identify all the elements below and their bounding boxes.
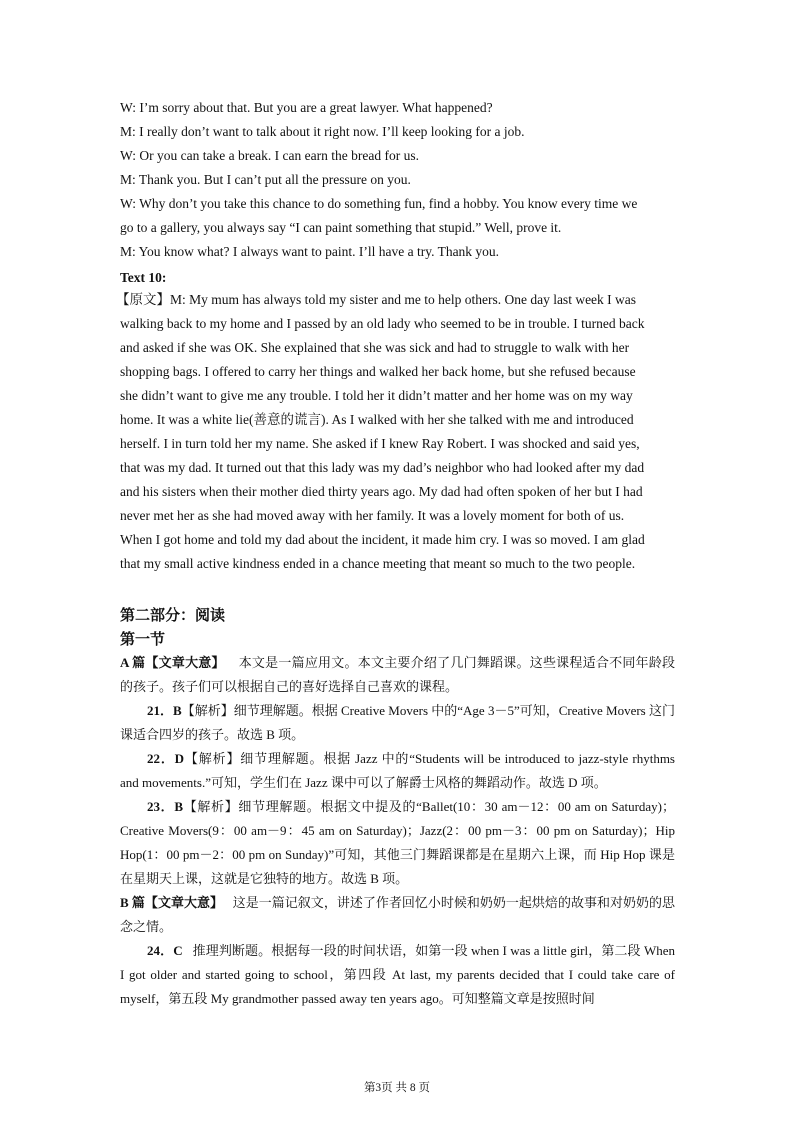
q23-answer [120, 795, 675, 891]
text10-line: and his sisters when their mother died thirty years ago. My dad had often spoken of her but I had [120, 484, 643, 499]
q24-answer [120, 939, 675, 1011]
text10-line: never met her as she had moved away with her family. It was a lovely moment for both of us. [120, 508, 625, 523]
text10-line: When I got home and told my dad about the incident, it made him cry. I was so moved. I am glad [120, 532, 645, 547]
text10-line: walking back to my home and I passed by an old lady who seemed to be in trouble. I turned back [120, 316, 645, 331]
q21-answer [120, 699, 675, 747]
text10-line: that my small active kindness ended in a chance meeting that meant so much to the two people. [120, 556, 636, 571]
dialogue-line: W: I’m sorry about that. But you are a great lawyer. What happened? [120, 100, 493, 115]
dialogue-line: W: Why don’t you take this chance to do something fun, find a hobby. You know every time we [120, 196, 638, 211]
q21-text: 【解析】细节理解题。根据 Creative Movers 中的“Age 3－5”可知，Creative Movers 这门课适合四岁的孩子。故选 B 项。 [120, 703, 676, 742]
text10-line: 【原文】M: My mum has always told my sister and me to help others. One day last week I was [116, 292, 637, 307]
q23-text: 【解析】细节理解题。根据文中提及的“Ballet(10：30 am－12：00 am on Saturday)；Creative Movers(9：00 am－9：45 am on Saturday)；Jazz(2：00 pm－3：00 pm on Saturday)；Hip Hop(1：00 pm－2：00 pm on Sunday)”可知，其他三门舞蹈课都是在星期六上课，而 Hip Hop 课是在星期天上课，这就是它独特的地方。故选 B 项。 [120, 799, 676, 886]
dialogue-line: go to a gallery, you always say “I can paint something that stupid.” Well, prove it. [120, 220, 562, 235]
q21-label: 21．B [147, 703, 182, 718]
text10-line: that was my dad. It turned out that this lady was my dad’s neighbor who had looked after my dad [120, 460, 645, 475]
text10-line: she didn’t want to give me any trouble. I told her it didn’t matter and her home was on my way [120, 388, 633, 403]
dialogue-line: M: You know what? I always want to paint. I’ll have a try. Thank you. [120, 244, 500, 259]
text10-line: shopping bags. I offered to carry her things and walked her back home, but she refused because [120, 364, 636, 379]
text10-line: and asked if she was OK. She explained that she was sick and had to struggle to walk with her [120, 340, 630, 355]
a-label: A 篇【文章大意】 [120, 655, 225, 670]
q23-label: 23．B [147, 799, 184, 814]
dialogue-line: W: Or you can take a break. I can earn the bread for us. [120, 148, 419, 163]
part2-title: 第二部分：阅读 [120, 606, 226, 624]
dialogue-line: M: Thank you. But I can’t put all the pressure on you. [120, 172, 411, 187]
q24-text: 推理判断题。根据每一段的时间状语，如第一段 when I was a little girl，第二段 When I got older and started going to school，第四段 At last, my parents decided that I could take care of myself，第五段 My grandmother passed away ten years ago。可知整篇文章是按照时间 [120, 943, 676, 1006]
dialogue-line: M: I really don’t want to talk about it right now. I’ll keep looking for a job. [120, 124, 525, 139]
text10-line: herself. I in turn told her my name. She asked if I knew Ray Robert. I was shocked and said yes, [120, 436, 640, 451]
b-summary [120, 891, 675, 939]
q22-label: 22．D [147, 751, 185, 766]
text10-line: home. It was a white lie(善意的谎言). As I walked with her she talked with me and introduced [120, 412, 634, 427]
a-summary [120, 651, 675, 699]
q24-label: 24．C [147, 943, 183, 958]
page-footer: 第3页 共 8 页 [363, 1082, 431, 1094]
a-summary-text: 本文是一篇应用文。本文主要介绍了几门舞蹈课。这些课程适合不同年龄段的孩子。孩子们可以根据自己的喜好选择自己喜欢的课程。 [120, 655, 676, 694]
q22-answer [120, 747, 675, 795]
section-title: 第一节 [120, 630, 166, 648]
q22-text: 【解析】细节理解题。根据 Jazz 中的“Students will be introduced to jazz-style rhythms and movements.”可知，学生们在 Jazz 课中可以了解爵士风格的舞蹈动作。故选 D 项。 [120, 751, 675, 790]
text10-title: Text 10: [120, 270, 167, 285]
b-label: B 篇【文章大意】 [120, 895, 223, 910]
b-summary-text: 这是一篇记叙文，讲述了作者回忆小时候和奶奶一起烘焙的故事和对奶奶的思念之情。 [120, 895, 676, 934]
